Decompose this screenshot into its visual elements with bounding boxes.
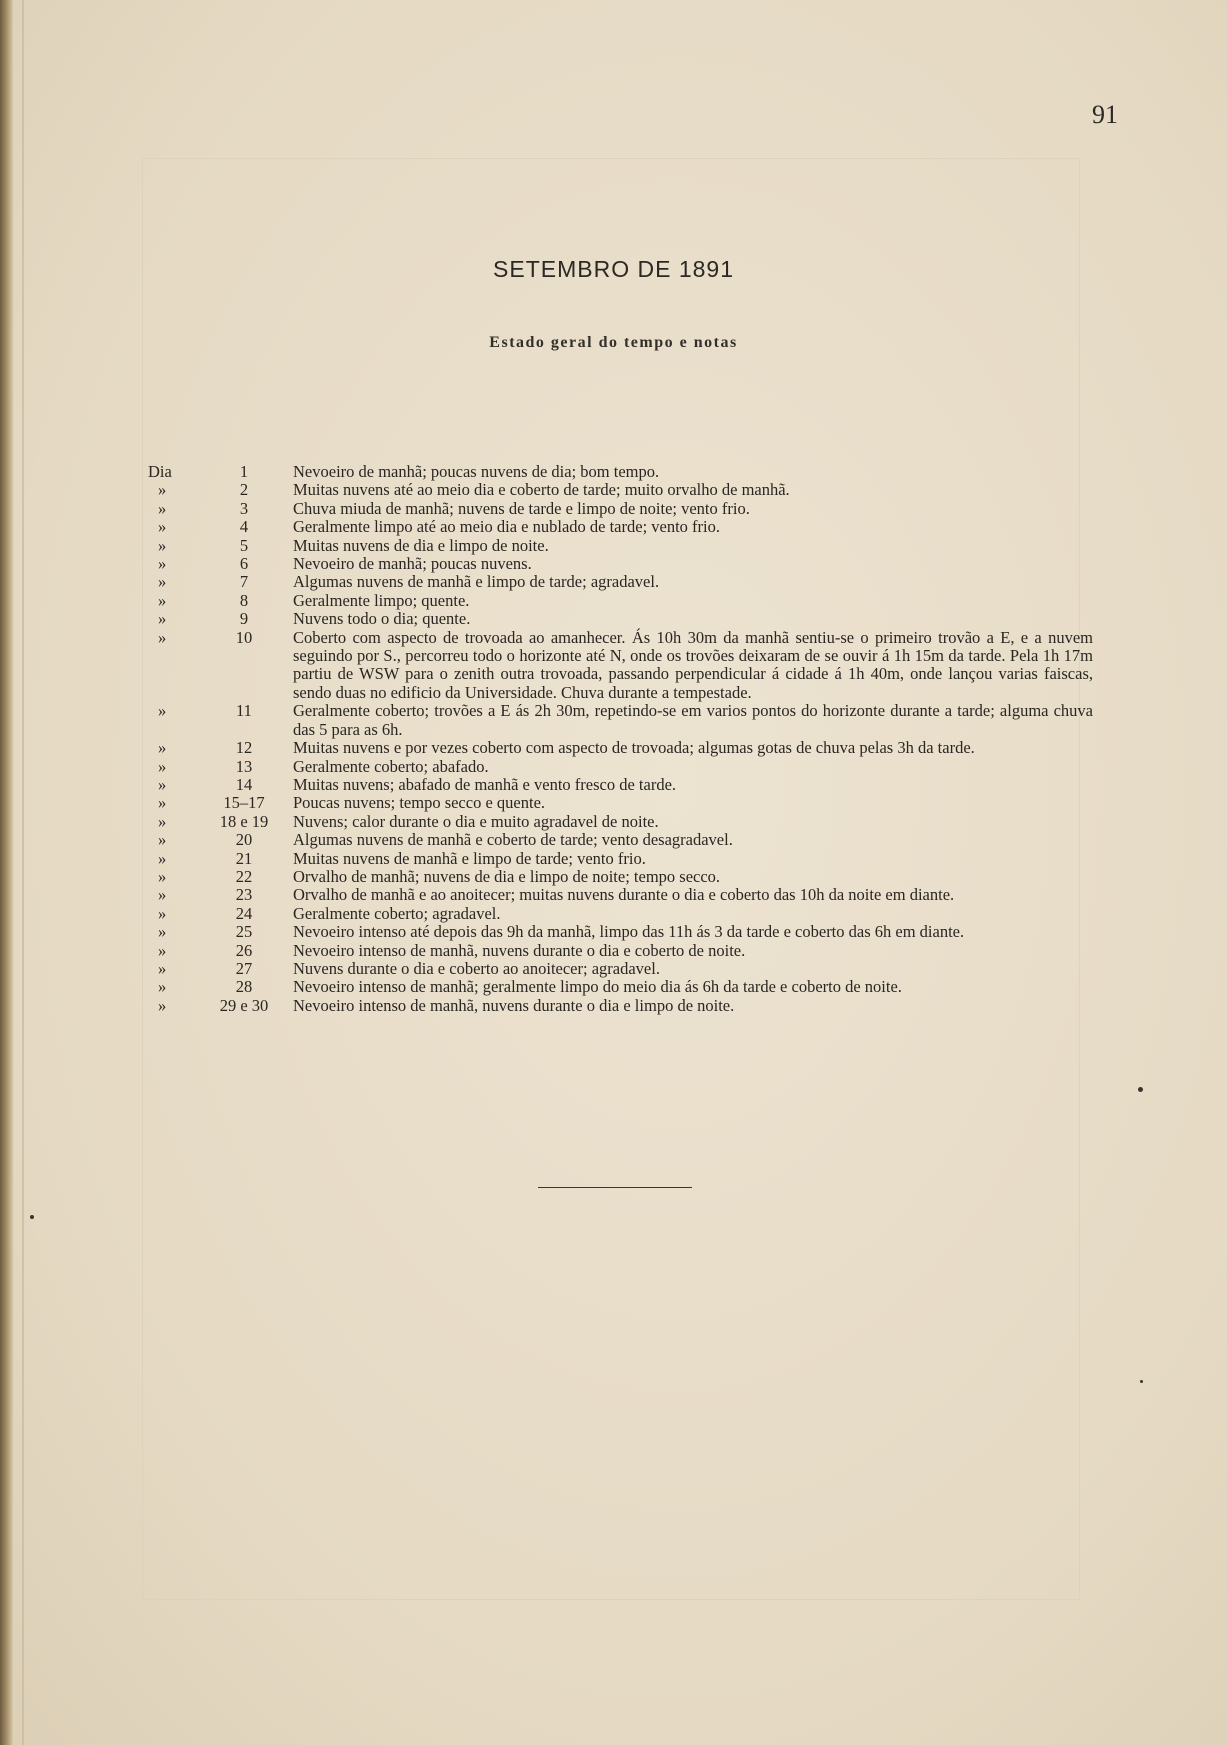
ditto-mark: »: [158, 830, 167, 850]
weather-note: Algumas nuvens de manhã e coberto de tarde; vento desagradavel.: [293, 830, 733, 850]
list-item: [148, 555, 1098, 573]
day-number: 18 e 19: [219, 811, 269, 831]
list-item: [148, 573, 1098, 591]
day-number: 7: [239, 572, 249, 592]
ditto-mark: »: [158, 517, 167, 537]
weather-note: Chuva miuda de manhã; nuvens de tarde e limpo de noite; vento frio.: [293, 498, 750, 518]
ditto-mark: »: [158, 866, 167, 886]
ditto-mark: »: [158, 627, 167, 647]
weather-note: Muitas nuvens e por vezes coberto com aspecto de trovoada; algumas gotas de chuva pelas 3h da tarde.: [293, 738, 975, 758]
list-item: [148, 518, 1098, 536]
list-item: [148, 831, 1098, 849]
weather-note: Nevoeiro intenso até depois das 9h da manhã, limpo das 11h ás 3 da tarde e coberto das 6h em diante.: [293, 922, 965, 942]
page-title: SETEMBRO DE 1891: [493, 256, 734, 282]
list-item: [148, 794, 1098, 812]
ditto-mark: »: [158, 922, 167, 942]
weather-notes-list: [148, 463, 1098, 1015]
list-item: [148, 886, 1098, 904]
weather-note: Muitas nuvens de manhã e limpo de tarde; vento frio.: [293, 848, 646, 868]
ditto-mark: »: [158, 572, 167, 592]
day-number: 2: [239, 480, 249, 500]
weather-note: Muitas nuvens; abafado de manhã e vento fresco de tarde.: [293, 774, 677, 794]
list-item: [148, 463, 1098, 481]
ditto-mark: »: [158, 590, 167, 610]
weather-note: Nuvens durante o dia e coberto ao anoitecer; agradavel.: [293, 958, 660, 978]
day-number: 22: [235, 866, 253, 886]
list-item: [148, 960, 1098, 978]
weather-note: Orvalho de manhã; nuvens de dia e limpo de noite; tempo secco.: [293, 866, 721, 886]
weather-note: Geralmente limpo até ao meio dia e nublado de tarde; vento frio.: [293, 517, 721, 537]
list-item: [148, 923, 1098, 941]
day-number: 9: [239, 609, 249, 629]
weather-note: Nevoeiro intenso de manhã; geralmente limpo do meio dia ás 6h da tarde e coberto de noite.: [293, 977, 902, 997]
list-item: [148, 813, 1098, 831]
day-number: 13: [235, 756, 253, 776]
day-number: 21: [235, 848, 253, 868]
weather-note: Nevoeiro de manhã; poucas nuvens de dia; bom tempo.: [293, 462, 660, 481]
day-number: 20: [235, 830, 253, 850]
ditto-mark: »: [158, 774, 167, 794]
list-item: [148, 739, 1098, 757]
list-item: [148, 758, 1098, 776]
list-item: [148, 610, 1098, 628]
list-item: [148, 776, 1098, 794]
list-item: [148, 997, 1098, 1015]
closing-rule: [538, 1187, 692, 1188]
day-number: 29 e 30: [219, 995, 269, 1015]
list-item: [148, 978, 1098, 996]
weather-note: Poucas nuvens; tempo secco e quente.: [293, 793, 546, 813]
day-number: 5: [239, 535, 249, 555]
day-number: 23: [235, 885, 253, 905]
day-number: 4: [239, 517, 249, 537]
ditto-mark: »: [158, 738, 167, 758]
list-item: [148, 942, 1098, 960]
list-item: [148, 702, 1098, 739]
weather-note: Nevoeiro intenso de manhã, nuvens durante o dia e limpo de noite.: [293, 995, 735, 1015]
ditto-mark: »: [158, 848, 167, 868]
day-number: 24: [235, 903, 253, 923]
day-number: 15–17: [223, 793, 265, 813]
weather-note: Geralmente coberto; abafado.: [293, 756, 489, 776]
day-number: 3: [239, 498, 249, 518]
section-subtitle: Estado geral do tempo e notas: [489, 334, 738, 351]
weather-note: Geralmente limpo; quente.: [293, 590, 470, 610]
ditto-mark: »: [158, 480, 167, 500]
day-number: 11: [236, 701, 252, 721]
ditto-mark: »: [158, 498, 167, 518]
ditto-mark: »: [158, 995, 167, 1015]
list-item: [148, 629, 1098, 703]
day-number: 6: [239, 554, 249, 574]
weather-note: Nuvens; calor durante o dia e muito agradavel de noite.: [293, 811, 659, 831]
ditto-mark: »: [158, 756, 167, 776]
day-number: 26: [235, 940, 253, 960]
ink-speck: [1140, 1380, 1143, 1383]
day-number: 1: [239, 462, 249, 481]
list-item: [148, 481, 1098, 499]
weather-note: Algumas nuvens de manhã e limpo de tarde; agradavel.: [293, 572, 660, 592]
day-number: 12: [235, 738, 253, 758]
page-number: 91: [1092, 100, 1118, 129]
day-number: 25: [235, 922, 253, 942]
day-number: 28: [235, 977, 253, 997]
day-number: 8: [239, 590, 249, 610]
weather-note: Muitas nuvens até ao meio dia e coberto de tarde; muito orvalho de manhã.: [293, 480, 790, 500]
list-item: [148, 592, 1098, 610]
list-item: [148, 537, 1098, 555]
ink-speck: [30, 1215, 34, 1219]
ditto-mark: »: [158, 958, 167, 978]
ditto-mark: »: [158, 535, 167, 555]
ink-speck: [1138, 1087, 1143, 1092]
ditto-mark: »: [158, 903, 167, 923]
weather-note: Nuvens todo o dia; quente.: [293, 609, 471, 629]
weather-note: Coberto com aspecto de trovoada ao amanhecer. Ás 10h 30m da manhã sentiu-se o primeiro trovão a E, e a nuvem seguindo por S., percorreu todo o horizonte até N, onde os trovões deixaram de se ouvir á 1h 15m da tarde. Pela 1h 17m partiu de WSW para o zenith outra trovoada, passando perpendicular á cidade á 1h 40m, onde lançou varias faiscas, sendo duas no edificio da Universidade. Chuva durante a tempestade.: [293, 627, 1093, 702]
list-item: [148, 850, 1098, 868]
ditto-mark: »: [158, 701, 167, 721]
weather-note: Geralmente coberto; trovões a E ás 2h 30m, repetindo-se em varios pontos do horizonte durante a tarde; alguma chuva das 5 para as 6h.: [293, 701, 1093, 739]
day-number: 10: [235, 627, 253, 647]
weather-note: Muitas nuvens de dia e limpo de noite.: [293, 535, 549, 555]
list-item: [148, 500, 1098, 518]
ditto-mark: »: [158, 793, 167, 813]
weather-note: Orvalho de manhã e ao anoitecer; muitas nuvens durante o dia e coberto das 10h da noite em diante.: [293, 885, 955, 905]
ditto-mark: »: [158, 554, 167, 574]
list-item: [148, 868, 1098, 886]
ditto-mark: »: [158, 940, 167, 960]
weather-note: Nevoeiro de manhã; poucas nuvens.: [293, 554, 532, 574]
ditto-mark: »: [158, 609, 167, 629]
ditto-mark: »: [158, 977, 167, 997]
day-number: 27: [235, 958, 253, 978]
day-label: Dia: [148, 462, 172, 481]
weather-note: Nevoeiro intenso de manhã, nuvens durante o dia e coberto de noite.: [293, 940, 746, 960]
weather-note: Geralmente coberto; agradavel.: [293, 903, 501, 923]
list-item: [148, 905, 1098, 923]
ditto-mark: »: [158, 885, 167, 905]
ditto-mark: »: [158, 811, 167, 831]
day-number: 14: [235, 774, 253, 794]
